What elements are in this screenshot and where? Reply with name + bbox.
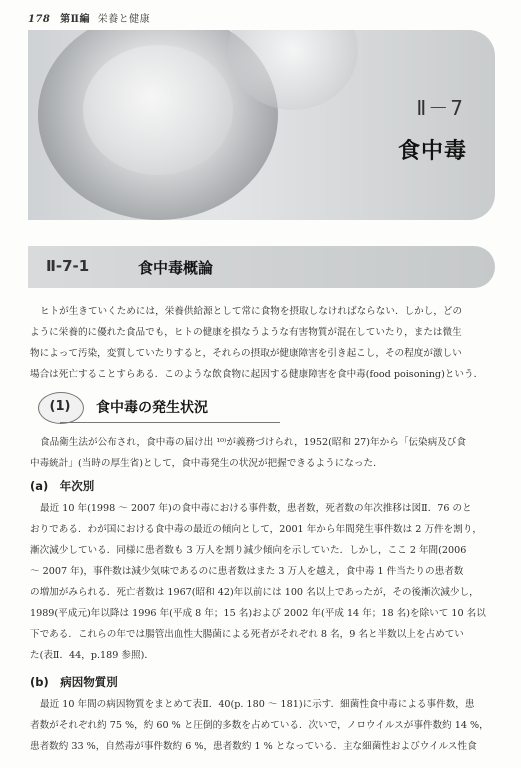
- subsection-line: 中毒統計」(当時の厚生省)として，食中毒発生の状況が把握できるようになった．: [30, 458, 383, 469]
- yearly-line: 1989(平成元)年以降は 1996 年(平成 8 年；15 名)および 2002 年(平成 14 年；18 名)を除いて 10 名以: [30, 608, 486, 619]
- causal-line: 者数がそれぞれ約 75 %，約 60 % と圧倒的多数を占めている．次いで，ノロウイルスが事件数約 14 %，: [30, 720, 489, 731]
- subsection-paragraph: [30, 432, 496, 474]
- yearly-line: 下である．これらの年では腸管出血性大腸菌による死者がそれぞれ 8 名，9 名と半数以上を占めてい: [30, 629, 464, 640]
- intro-line: ように栄養的に優れた食品でも，ヒトの健康を損なうような有害物質が混在していたり，または微生: [30, 327, 462, 338]
- section-number: Ⅱ-7-1: [46, 257, 90, 275]
- intro-line: ヒトが生きていくためには，栄養供給源として常に食物を摂取しなければならない．しかし，どの: [40, 306, 463, 317]
- chapter-banner: [28, 30, 495, 220]
- heading-causal-agent: (b) 病因物質別: [30, 675, 118, 689]
- yearly-line: の増加がみられる．死亡者数は 1967(昭和 42)年以前には 100 名以上であったが，その後漸次減少し，: [30, 587, 479, 598]
- subsection-heading: [38, 392, 288, 422]
- causal-paragraph: [30, 694, 496, 757]
- intro-line: 場合は死亡することすらある．このような飲食物に起因する健康障害を食中毒(food poisoning)という．: [30, 369, 484, 380]
- yearly-line: 最近 10 年(1998 ～ 2007 年)の食中毒における事件数，患者数，死者数の年次推移は図Ⅱ．76 のと: [40, 503, 472, 514]
- page-number: 178: [28, 14, 51, 25]
- part-title: 栄養と健康: [97, 14, 151, 25]
- subsection-underline: [60, 422, 280, 423]
- intro-line: 物によって汚染，変質していたりすると，それらの摂取が健康障害を引き起こし，その程度が激しい: [30, 348, 462, 359]
- causal-line: 最近 10 年間の病因物質をまとめて表Ⅱ．40(p. 180 ～ 181)に示す．細菌性食中毒による事件数，患: [40, 699, 475, 710]
- intro-paragraph: [30, 301, 496, 385]
- chapter-title: 食中毒: [397, 139, 467, 164]
- yearly-line: おりである．わが国における食中毒の最近の傾向として，2001 年から年間発生事件数は 2 万件を割り，: [30, 524, 483, 535]
- subsection-line: 食品衛生法が公布され，食中毒の届け出 ¹⁰⁾が義務づけられ，1952(昭和 27)年から「伝染病及び食: [40, 437, 466, 448]
- yearly-paragraph: [30, 498, 496, 666]
- section-heading: [28, 246, 495, 288]
- yearly-line: 漸次減少している．同様に患者数も 3 万人を割り減少傾向を示していた．しかし，ここ 2 年間(2006: [30, 545, 467, 556]
- subsection-number: (1): [49, 399, 71, 414]
- causal-line: 患者数約 33 %，自然毒が事件数約 6 %，患者数約 1 % となっている．主な細菌性およびウイルス性食: [30, 741, 477, 752]
- chapter-number: Ⅱ－7: [416, 96, 465, 120]
- heading-yearly: (a) 年次別: [30, 479, 95, 493]
- banner-plate-center: [83, 45, 233, 175]
- section-title: 食中毒概論: [138, 259, 214, 277]
- subsection-title: 食中毒の発生状況: [96, 400, 208, 416]
- yearly-line: た(表Ⅱ．44，p.189 参照)．: [30, 650, 154, 661]
- yearly-line: ～ 2007 年)，事件数は減少気味であるのに患者数はまた 3 万人を越え，食中毒 1 件当たりの患者数: [30, 566, 464, 577]
- running-head: [28, 10, 150, 25]
- part-label: 第Ⅱ編: [60, 14, 90, 25]
